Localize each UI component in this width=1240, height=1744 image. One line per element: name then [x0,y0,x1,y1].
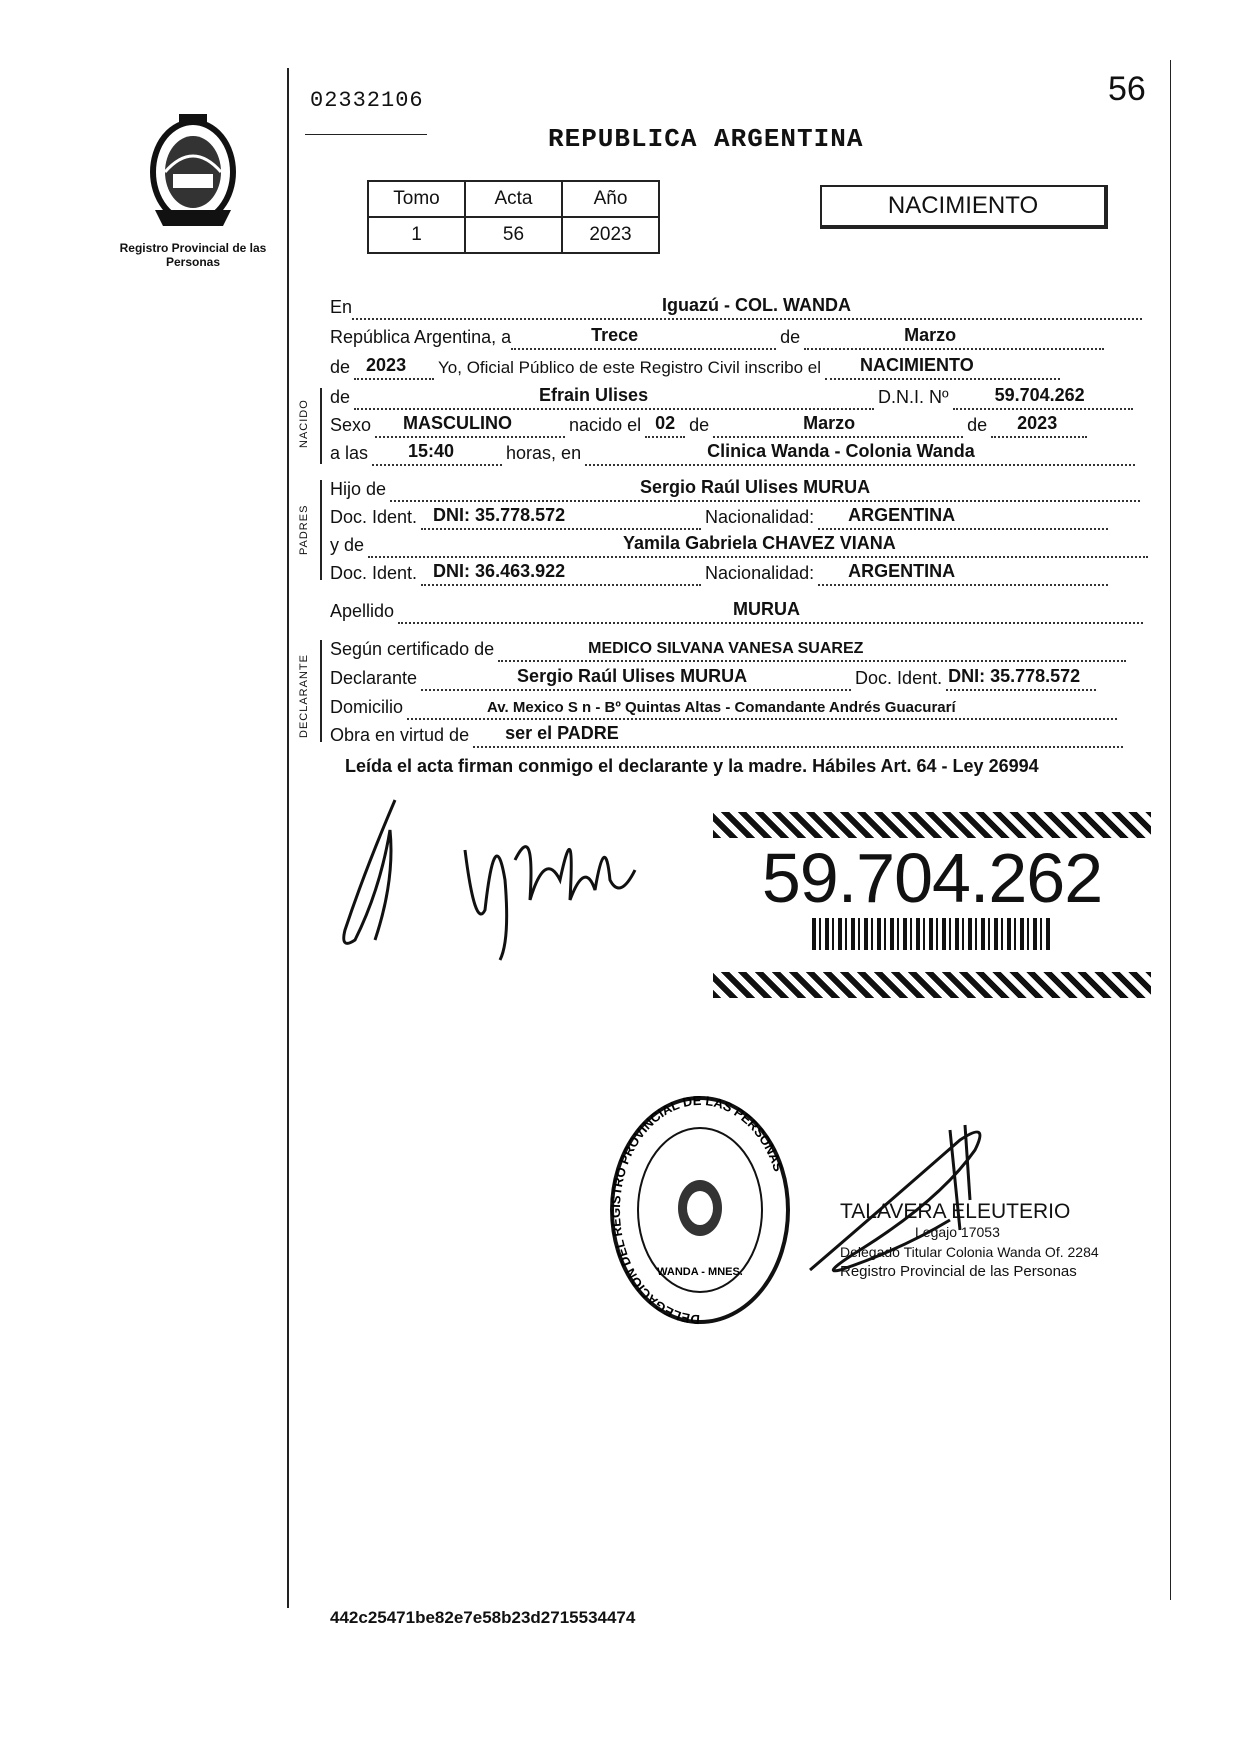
bracket-nacido [320,388,322,464]
fill-nombre [354,386,874,410]
label-obra-virtud: Obra en virtud de [330,725,470,745]
section-label-nacido: NACIDO [298,399,310,448]
value-sexo: MASCULINO [403,413,513,433]
stamp-coat-of-arms-icon [678,1180,722,1236]
label-doc-madre: Doc. Ident. [330,563,418,583]
row-padre [330,472,1140,502]
label-de-mes-nac: de [689,415,710,435]
label-apellido: Apellido [330,601,395,621]
footer-hash: 442c25471be82e7e58b23d2715534474 [330,1608,636,1627]
value-padre-doc: DNI: 35.778.572 [433,505,566,525]
row-inscripcion [330,350,1060,380]
closing-note: Leída el acta firman conmigo el declarante y la madre. Hábiles Art. 64 - Ley 26994 [345,756,1039,776]
fill-padre-doc [421,506,701,530]
fill-mes [804,326,1104,350]
label-de-anio-nac: de [967,415,988,435]
value-lugar-nac: Clinica Wanda - Colonia Wanda [707,441,975,461]
officer-registro: Registro Provincial de las Personas [840,1263,1077,1280]
value-apellido: MURUA [733,599,801,619]
serial-underline [305,134,427,135]
row-sexo [330,408,1087,438]
label-doc-padre: Doc. Ident. [330,507,418,527]
label-republica: República Argentina, a [330,327,512,347]
fill-padre [390,478,1140,502]
label-nac-madre: Nacionalidad: [705,563,815,583]
sticker-band-top [713,812,1151,838]
value-declarante: Sergio Raúl Ulises MURUA [517,666,748,686]
label-sexo: Sexo [330,415,372,435]
fill-dia [511,326,776,350]
fill-declarante [421,667,851,691]
document-serial: 02332106 [310,88,424,113]
register-value-anio: 2023 [562,217,659,253]
label-hijo-de: Hijo de [330,479,387,499]
sticker-band-bottom [713,972,1151,998]
label-inscribo: Yo, Oficial Público de este Registro Civil inscribo el [438,358,822,377]
fill-anio-nac [991,414,1087,438]
bracket-padres [320,480,322,580]
register-value-acta: 56 [465,217,562,253]
row-nombre [330,380,1133,410]
fill-acto [825,356,1060,380]
label-nacido-el: nacido el [569,415,642,435]
value-declarante-doc: DNI: 35.778.572 [948,666,1081,686]
sticker-number: 59.704.262 [761,839,1103,917]
label-en: En [330,297,353,317]
value-virtud: ser el PADRE [505,723,619,743]
label-horas-en: horas, en [506,443,582,463]
value-madre: Yamila Gabriela CHAVEZ VIANA [623,533,896,553]
page-number: 56 [1108,70,1146,108]
row-madre-doc [330,556,1108,586]
fill-lugar [352,296,1142,320]
fill-anio [354,356,434,380]
row-fecha [330,320,1104,350]
register-header-anio: Año [562,181,659,217]
fill-padre-nac [818,506,1108,530]
officer-block [840,1202,1099,1282]
value-dni: 59.704.262 [994,385,1085,405]
fill-mes-nac [713,414,963,438]
value-anio-nac: 2023 [1017,413,1058,433]
document-title: REPUBLICA ARGENTINA [548,124,864,154]
row-padre-doc [330,500,1108,530]
value-domicilio: Av. Mexico S n - Bº Quintas Altas - Comandante Andrés Guacurarí [487,699,956,716]
fill-madre-doc [421,562,701,586]
row-virtud [330,718,1123,748]
fill-declarante-doc [946,667,1096,691]
registry-seal [118,110,268,269]
value-padre-nac: ARGENTINA [848,505,956,525]
value-mes: Marzo [904,325,957,345]
label-dni: D.N.I. Nº [878,387,949,407]
section-label-declarante: DECLARANTE [298,654,310,738]
stamp-place: WANDA - MNES. [657,1266,743,1278]
official-stamp [605,1090,795,1330]
fill-madre-nac [818,562,1108,586]
label-a-las: a las [330,443,369,463]
register-header-tomo: Tomo [368,181,465,217]
row-hora [330,436,1135,466]
officer-name: TALAVERA ELEUTERIO [840,1200,1071,1223]
row-domicilio [330,690,1117,720]
value-acto: NACIMIENTO [860,355,974,375]
officer-legajo: Legajo 17053 [915,1224,1000,1240]
row-declarante [330,661,1096,691]
fill-hora [372,442,502,466]
label-y-de: y de [330,535,365,555]
officer-cargo: Delegado Titular Colonia Wanda Of. 2284 [840,1244,1099,1260]
stamp-text: DELEGACION DEL REGISTRO PROVINCIAL DE LAS PERSONAS [607,1092,787,1328]
value-dia-nac: 02 [655,413,676,433]
value-madre-doc: DNI: 36.463.922 [433,561,566,581]
dni-sticker [713,812,1151,974]
fill-certificado [498,638,1126,662]
label-doc-declarante: Doc. Ident. [855,668,943,688]
fill-virtud [473,724,1123,748]
value-lugar: Iguazú - COL. WANDA [662,295,852,315]
fill-domicilio [407,696,1117,720]
row-certificado [330,632,1126,662]
barcode-icon [812,918,1052,950]
row-madre [330,528,1148,558]
value-mes-nac: Marzo [803,413,856,433]
value-nombre: Efrain Ulises [539,385,649,405]
bracket-declarante [320,640,322,742]
label-domicilio: Domicilio [330,697,404,717]
value-padre: Sergio Raúl Ulises MURUA [640,477,871,497]
fill-apellido [398,600,1143,624]
label-declarante: Declarante [330,668,418,688]
register-header-acta: Acta [465,181,562,217]
left-margin-line [287,68,289,1608]
label-segun-certificado: Según certificado de [330,639,495,659]
fill-madre [368,534,1148,558]
value-certificado: MEDICO SILVANA VANESA SUAREZ [588,640,864,657]
signature-declarante [335,790,655,970]
fill-sexo [375,414,565,438]
value-anio: 2023 [366,355,407,375]
fill-dni [953,386,1133,410]
label-de-nombre: de [330,387,351,407]
fill-dia-nac [645,414,685,438]
value-dia: Trece [591,325,639,345]
value-madre-nac: ARGENTINA [848,561,956,581]
row-apellido [330,594,1143,624]
coat-of-arms-icon [143,110,243,230]
register-table [367,180,660,254]
value-hora: 15:40 [408,441,455,461]
section-label-padres: PADRES [298,504,310,555]
label-de-anio: de [330,357,351,377]
register-value-tomo: 1 [368,217,465,253]
label-de-mes: de [780,327,801,347]
right-margin-line [1170,60,1171,1600]
fill-lugar-nac [585,442,1135,466]
label-nac-padre: Nacionalidad: [705,507,815,527]
record-type-box: NACIMIENTO [820,185,1108,229]
seal-caption: Registro Provincial de las Personas [119,241,267,269]
row-en [330,290,1142,320]
